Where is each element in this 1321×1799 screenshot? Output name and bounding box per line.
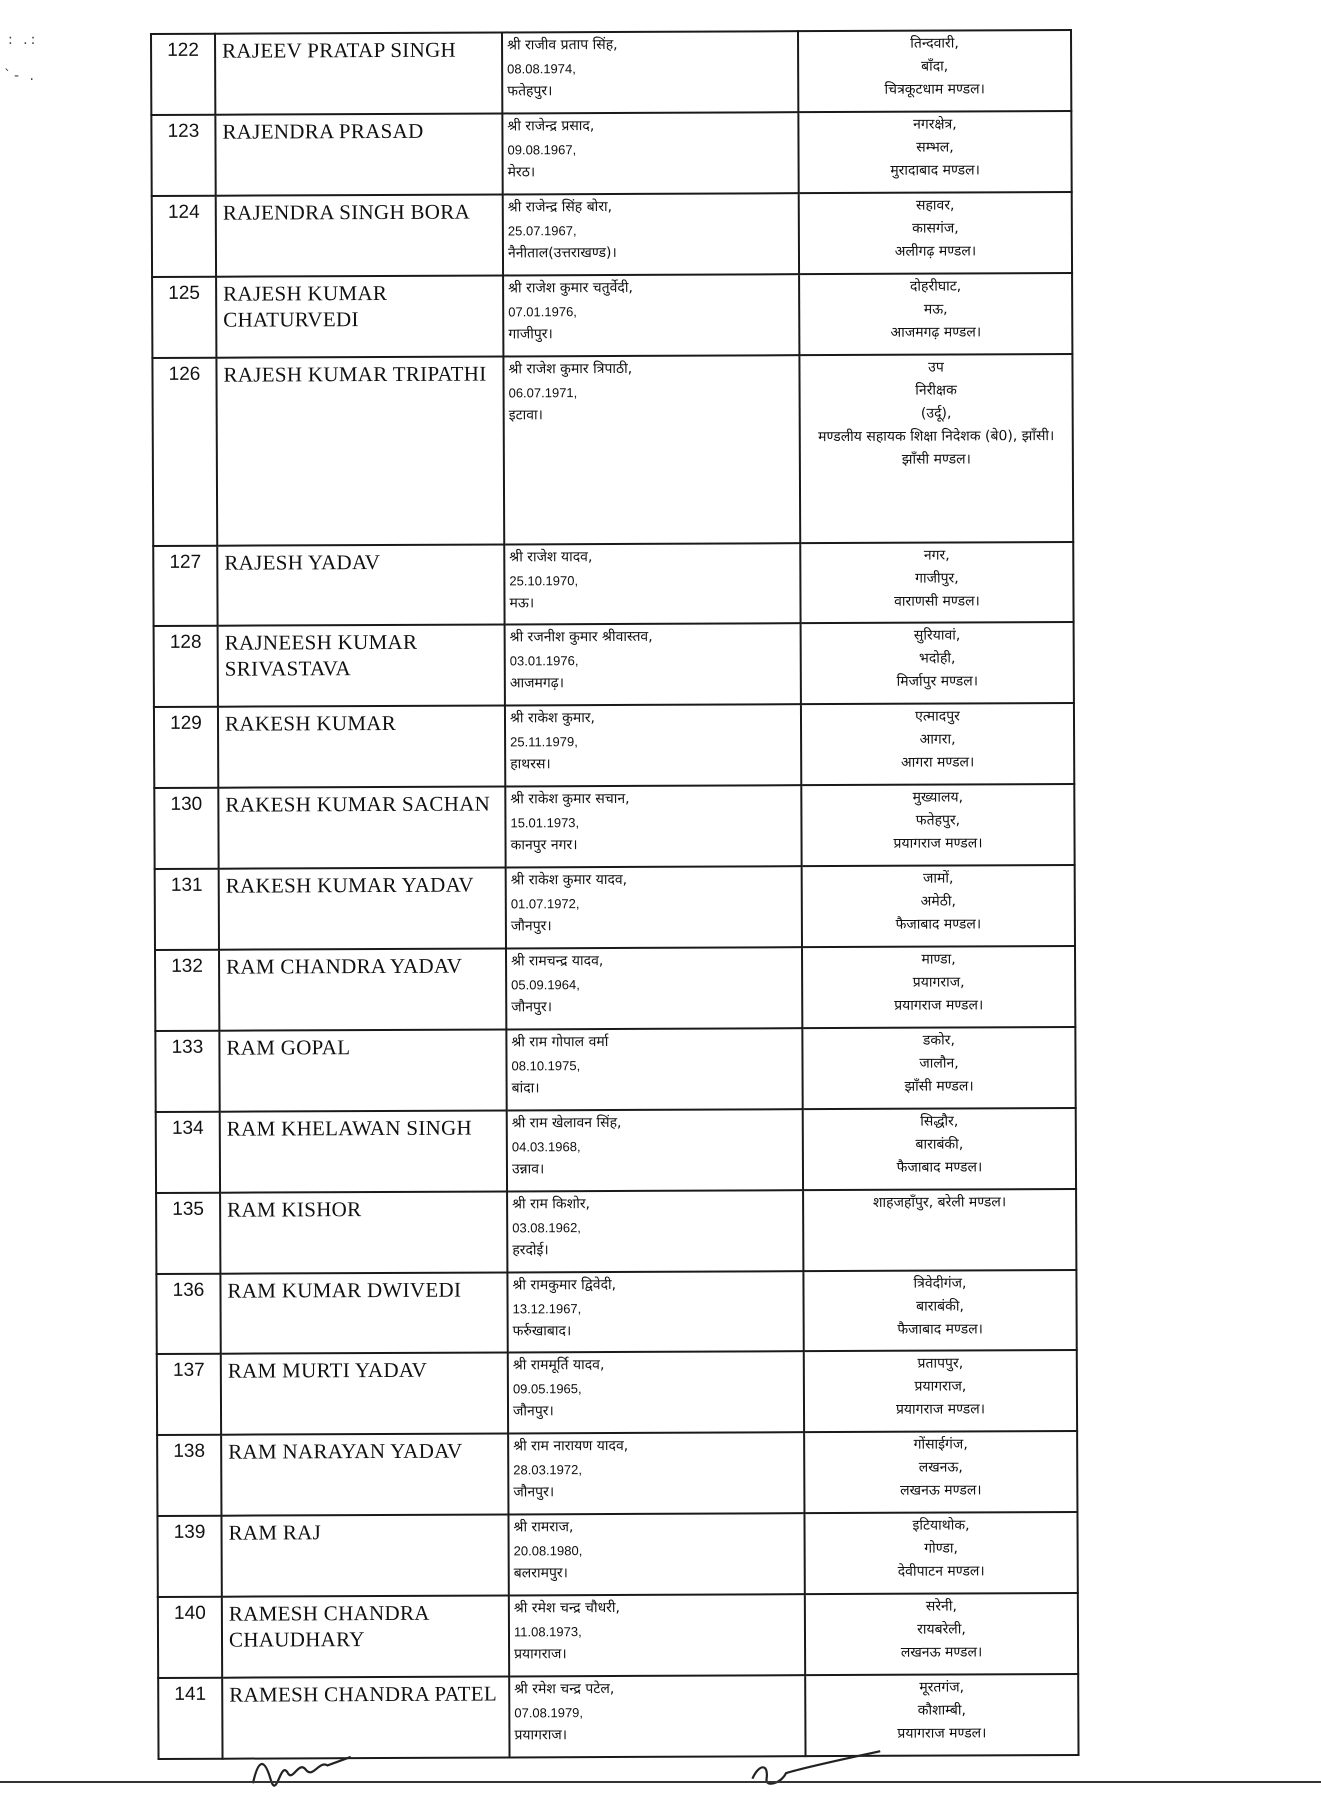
posting-line: बाराबंकी, [916,1298,964,1315]
father-name: श्री राम खेलावन सिंह, [511,1114,622,1132]
posting-cell [802,946,1075,1028]
home-district: गाजीपुर। [508,325,553,343]
home-district: फतेहपुर। [507,83,553,100]
date-of-birth: 08.08.1974, [507,61,576,77]
scan-specks: `- . [4,68,37,84]
father-dob-home-cell [502,31,798,113]
table-row [155,946,1075,1031]
posting-cell [799,354,1073,543]
father-name: श्री रामराज, [513,1519,574,1536]
posting-line: रायबरेली, [917,1621,966,1638]
posting-line: भदोही, [918,650,956,668]
posting-line: फैजाबाद मण्डल। [896,1159,983,1176]
posting-line: प्रयागराज, [914,1378,967,1396]
posting-line: फतेहपुर, [915,812,961,829]
table-row [153,542,1073,627]
date-of-birth: 09.08.1967, [507,142,577,158]
father-dob-home-cell [503,355,800,544]
date-of-birth: 20.08.1980, [513,1543,583,1559]
posting-line: त्रिवेदीगंज, [913,1275,967,1292]
posting-cell [803,1108,1076,1190]
serial-number: 130 [154,788,218,869]
father-dob-home-cell [508,1513,804,1595]
posting-line: सरेनी, [925,1598,957,1615]
father-dob-home-cell [508,1433,804,1515]
father-name: श्री रामकुमार द्विवेदी, [512,1276,617,1294]
posting-line: माण्डा, [921,951,956,968]
date-of-birth: 06.07.1971, [508,384,578,401]
home-district: जौनपुर। [513,1484,555,1501]
posting-cell [804,1431,1077,1513]
father-dob-home-cell [503,193,799,275]
father-name: श्री राकेश कुमार सचान, [510,791,630,808]
father-dob-home-cell [505,705,801,787]
father-dob-home-cell [509,1675,805,1757]
serial-number: 134 [156,1112,220,1193]
officer-name: RAM NARAYAN YADAV [221,1434,508,1516]
posting-cell [802,1027,1075,1109]
date-of-birth: 08.10.1975, [511,1058,581,1074]
father-name: श्री राजीव प्रताप सिंह, [507,36,618,54]
posting-cell [805,1674,1078,1756]
posting-line: मऊ, [923,301,948,318]
page-bottom-rule [0,1781,1321,1783]
date-of-birth: 25.07.1967, [507,222,577,239]
posting-line: प्रयागराज मण्डल। [894,997,984,1014]
father-dob-home-cell [505,624,801,706]
posting-line: दोहरीघाट, [909,278,962,295]
officer-name: RAM CHANDRA YADAV [219,948,506,1030]
table-row [157,1431,1077,1516]
home-district: हाथरस। [510,756,551,773]
table-row [158,1593,1078,1678]
posting-line: बाँदा, [921,58,949,75]
table-row [151,111,1071,196]
date-of-birth: 07.08.1979, [514,1705,584,1721]
posting-cell [804,1350,1077,1432]
table-row [152,273,1072,358]
posting-line: गोण्डा, [924,1540,959,1557]
table-row [154,622,1074,707]
serial-number: 137 [157,1354,221,1435]
serial-number: 140 [158,1597,222,1678]
home-district: प्रयागराज। [514,1646,567,1663]
home-district: कानपुर नगर। [510,837,578,854]
father-name: श्री राजेन्द्र प्रसाद, [507,117,595,135]
table-row [151,30,1071,115]
date-of-birth: 25.11.1979, [510,734,578,750]
table-body [151,30,1079,1759]
home-district: फर्रुखाबाद। [512,1322,572,1340]
officer-name: RAJESH KUMAR CHATURVEDI [216,275,503,357]
scan-specks: : .: [8,32,39,48]
table-row [154,784,1074,869]
posting-cell [799,192,1072,274]
date-of-birth: 03.01.1976, [509,653,579,669]
father-dob-home-cell [505,785,801,867]
father-dob-home-cell [509,1594,805,1676]
posting-line: नगरक्षेत्र, [913,116,957,133]
date-of-birth: 11.08.1973, [513,1624,582,1640]
home-district: जौनपुर। [510,918,552,935]
father-dob-home-cell [508,1352,804,1434]
father-name: श्री राजेश यादव, [509,548,593,565]
posting-line: देवीपाटन मण्डल। [897,1563,985,1581]
posting-cell [801,784,1074,866]
home-district: जौनपुर। [512,1403,554,1420]
posting-line: आजमगढ़ मण्डल। [890,324,982,341]
officer-name: RAM MURTI YADAV [221,1353,508,1435]
posting-line: प्रयागराज, [912,974,965,991]
father-name: श्री राकेश कुमार, [509,710,596,727]
father-dob-home-cell [504,543,800,625]
serial-number: 126 [152,357,217,545]
officer-name: RAM KISHOR [220,1191,507,1273]
posting-line: (उर्दू), [920,405,952,422]
officer-name: RAJEEV PRATAP SINGH [215,32,502,114]
posting-line: जामों, [922,870,954,887]
serial-number: 123 [151,115,215,196]
table-row [156,1270,1076,1355]
posting-line: प्रयागराज मण्डल। [893,835,983,852]
officer-name: RAM RAJ [221,1515,508,1597]
posting-line: सिद्धौर, [920,1113,959,1130]
posting-line: लखनऊ मण्डल। [900,1482,982,1500]
father-name: श्री रामचन्द्र यादव, [511,953,604,970]
serial-number: 128 [154,626,218,707]
posting-line: कौशाम्बी, [917,1702,966,1719]
posting-line: सुरियावां, [913,627,961,645]
posting-line: निरीक्षक [915,382,957,399]
posting-line: मिर्जापुर मण्डल। [896,673,979,691]
date-of-birth: 04.03.1968, [511,1138,581,1155]
table-row [155,865,1075,950]
father-dob-home-cell [503,274,799,356]
father-dob-home-cell [507,1271,803,1353]
posting-line: मुरादाबाद मण्डल। [890,162,980,179]
home-district: बांदा। [511,1080,540,1097]
father-dob-home-cell [507,1109,803,1191]
posting-line: डकोर, [922,1032,955,1049]
posting-line: गोंसाईगंज, [913,1436,968,1454]
posting-line: फैजाबाद मण्डल। [895,916,982,933]
serial-number: 135 [156,1192,220,1273]
serial-number: 125 [152,276,216,357]
posting-line: सहावर, [915,197,955,214]
home-district: उन्नाव। [511,1161,545,1178]
father-name: श्री रजनीश कुमार श्रीवास्तव, [509,629,653,646]
posting-line: बाराबंकी, [915,1136,964,1153]
table-row [154,703,1074,788]
posting-cell [798,111,1071,193]
posting-line: अमेठी, [920,893,956,910]
officer-name: RAKESH KUMAR SACHAN [218,787,505,869]
officer-name: RAJENDRA SINGH BORA [216,194,503,276]
table-row [156,1189,1076,1274]
home-district: जौनपुर। [511,999,553,1016]
home-district: हरदोई। [512,1241,549,1259]
table-row [152,354,1073,546]
posting-line: सम्भल, [916,139,954,156]
posting-line: शाहजहाँपुर, बरेली मण्डल। [872,1193,1007,1211]
officer-name: RAM GOPAL [219,1029,506,1111]
posting-line: तिन्दवारी, [910,35,959,52]
officer-name: RAJESH YADAV [217,544,504,626]
posting-line: फैजाबाद मण्डल। [897,1320,984,1338]
table-row [158,1674,1078,1759]
posting-line: प्रयागराज मण्डल। [895,1401,986,1419]
officer-name: RAKESH KUMAR [218,706,505,788]
posting-cell [803,1270,1076,1352]
posting-line: एत्मादपुर [915,708,960,726]
posting-cell [801,703,1074,785]
officer-name: RAJESH KUMAR TRIPATHI [216,356,504,545]
father-name: श्री राममूर्ति यादव, [512,1357,605,1374]
date-of-birth: 05.09.1964, [511,977,580,993]
posting-cell [803,1189,1076,1271]
serial-number: 133 [155,1031,219,1112]
father-name: श्री रमेश चन्द्र पटेल, [514,1681,615,1698]
posting-line: प्रतापपुर, [917,1355,964,1373]
posting-line: आगरा, [919,731,956,748]
date-of-birth: 03.08.1962, [512,1219,581,1236]
date-of-birth: 13.12.1967, [512,1300,582,1317]
home-district: प्रयागराज। [514,1727,568,1744]
posting-cell [804,1512,1077,1594]
posting-line: गाजीपुर, [915,570,959,587]
table-row [155,1027,1075,1112]
officer-name: RAJNEESH KUMAR SRIVASTAVA [218,625,505,707]
date-of-birth: 09.05.1965, [512,1381,582,1397]
posting-line: चित्रकूटधाम मण्डल। [884,81,985,98]
posting-cell [802,865,1075,947]
posting-cell [798,30,1071,112]
date-of-birth: 28.03.1972, [513,1462,582,1478]
date-of-birth: 01.07.1972, [510,896,580,912]
father-name: श्री राकेश कुमार यादव, [510,872,628,889]
officer-name: RAMESH CHANDRA CHAUDHARY [222,1596,509,1678]
father-name: श्री राम किशोर, [512,1195,591,1213]
posting-line: झाँसी मण्डल। [901,450,971,468]
posting-line: आगरा मण्डल। [901,754,975,772]
father-dob-home-cell [506,1028,802,1110]
posting-line: जालौन, [919,1055,959,1072]
father-dob-home-cell [506,947,802,1029]
posting-line: कासगंज, [912,220,959,237]
father-dob-home-cell [502,112,798,194]
posting-line: मूरतगंज, [919,1679,965,1696]
posting-line: वाराणसी मण्डल। [894,592,980,610]
serial-number: 131 [155,869,219,950]
father-dob-home-cell [506,866,802,948]
table-row [157,1512,1077,1597]
serial-number: 127 [153,545,217,626]
posting-line: इटियाथोक, [912,1517,970,1534]
posting-line: प्रयागराज मण्डल। [897,1725,987,1742]
serial-number: 132 [155,950,219,1031]
home-district: नैनीताल(उत्तराखण्ड)। [507,244,617,262]
officer-name: RAM KHELAWAN SINGH [220,1110,507,1192]
home-district: इटावा। [508,406,543,424]
serial-number: 124 [152,195,216,276]
table-row [152,192,1072,277]
posting-cell [800,542,1073,624]
father-name: श्री राजेश कुमार चतुर्वेदी, [508,279,633,297]
posting-line: उप [928,359,944,376]
officer-list-table [150,29,1080,1760]
table-row [156,1108,1076,1193]
date-of-birth: 07.01.1976, [508,303,577,320]
posting-line: झाँसी मण्डल। [904,1078,974,1095]
serial-number: 138 [157,1435,221,1516]
serial-number: 139 [157,1516,221,1597]
home-district: मेरठ। [507,164,536,181]
father-name: श्री रमेश चन्द्र चौधरी, [513,1600,621,1617]
table-row [157,1350,1077,1435]
posting-line: लखनऊ, [918,1459,963,1477]
officer-name: RAMESH CHANDRA PATEL [222,1676,509,1758]
date-of-birth: 25.10.1970, [509,572,579,588]
officer-name: RAM KUMAR DWIVEDI [220,1272,507,1354]
officer-name: RAKESH KUMAR YADAV [219,868,506,950]
father-name: श्री राजेश कुमार त्रिपाठी, [508,360,633,378]
posting-cell [801,622,1074,704]
officer-name: RAJENDRA PRASAD [215,113,502,195]
posting-line: नगर, [923,547,950,564]
father-name: श्री राम नारायण यादव, [513,1438,629,1455]
father-name: श्री राम गोपाल वर्मा [511,1033,609,1051]
posting-line: मुख्यालय, [912,789,964,806]
serial-number: 136 [156,1273,220,1354]
posting-cell [805,1593,1078,1675]
serial-number: 141 [158,1678,222,1759]
posting-line: मण्डलीय सहायक शिक्षा निदेशक (बे0), झाँसी। [818,427,1055,445]
serial-number: 129 [154,707,218,788]
home-district: मऊ। [509,594,535,611]
posting-cell [799,273,1072,355]
home-district: बलरामपुर। [513,1565,568,1582]
posting-line: लखनऊ मण्डल। [900,1644,983,1661]
father-name: श्री राजेन्द्र सिंह बोरा, [507,198,613,216]
posting-line: अलीगढ़ मण्डल। [894,243,977,260]
serial-number: 122 [151,34,215,115]
father-dob-home-cell [507,1190,803,1272]
date-of-birth: 15.01.1973, [510,815,580,831]
home-district: आजमगढ़। [509,675,565,692]
